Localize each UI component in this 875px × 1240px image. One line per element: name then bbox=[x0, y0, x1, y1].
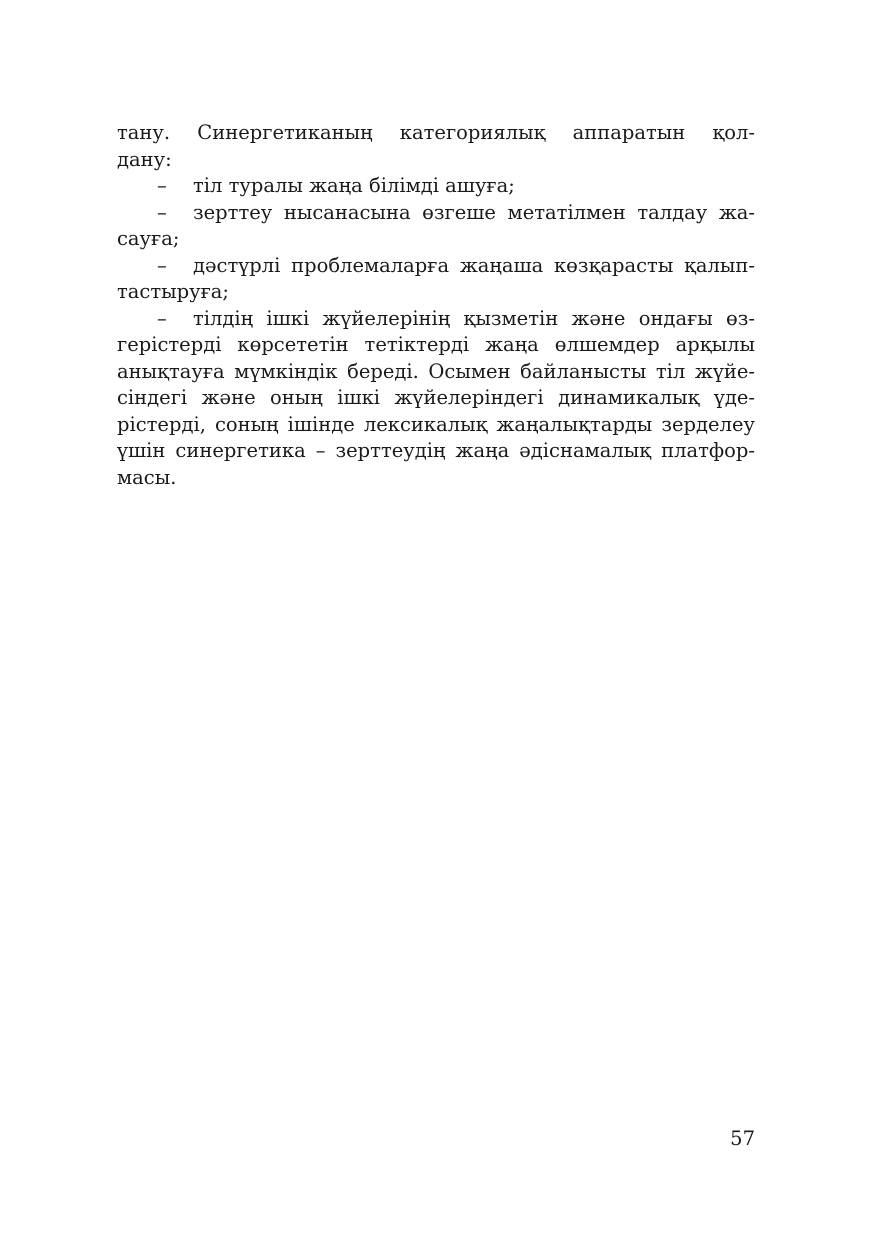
text-line: рістерді, соның ішінде лексикалық жаңалықтарды зерделеу bbox=[117, 412, 755, 436]
dash-bullet: – bbox=[157, 253, 167, 277]
text-line: сіндегі және оның ішкі жүйелеріндегі динамикалық үде- bbox=[117, 386, 755, 409]
list-item-text: дәстүрлі проблемаларға жаңаша көзқарасты қалып- bbox=[193, 253, 755, 277]
text-line: анықтауға мүмкіндік береді. Осымен байланысты тіл жүйе- bbox=[117, 359, 755, 383]
list-item-text: тілдің ішкі жүйелерінің қызметін және ондағы өз- bbox=[193, 306, 755, 330]
text-line: герістерді көрсететін тетіктерді жаңа өлшемдер арқылы bbox=[117, 333, 755, 356]
list-item-text: зерттеу нысанасына өзгеше метатілмен талдау жа- bbox=[193, 200, 755, 224]
list-item bbox=[117, 200, 755, 227]
dash-bullet: – bbox=[157, 200, 167, 224]
dash-bullet: – bbox=[157, 174, 167, 197]
text-line: тану. Синергетиканың категориялық аппаратын қол- bbox=[117, 121, 755, 144]
list-item bbox=[117, 253, 755, 280]
text-line: сауға; bbox=[117, 227, 180, 250]
page-number: 57 bbox=[730, 1127, 755, 1150]
text-line: үшін синергетика – зерттеудің жаңа әдіснамалық платфор- bbox=[117, 439, 755, 462]
text-line: тастыруға; bbox=[117, 280, 230, 303]
text-line: дану: bbox=[117, 147, 172, 171]
text-line: масы. bbox=[117, 465, 177, 489]
list-item bbox=[117, 173, 755, 200]
dash-bullet: – bbox=[157, 306, 167, 330]
list-item-text: тіл туралы жаңа білімді ашуға; bbox=[193, 174, 515, 197]
page-body-text bbox=[117, 120, 755, 491]
list-item bbox=[117, 306, 755, 333]
